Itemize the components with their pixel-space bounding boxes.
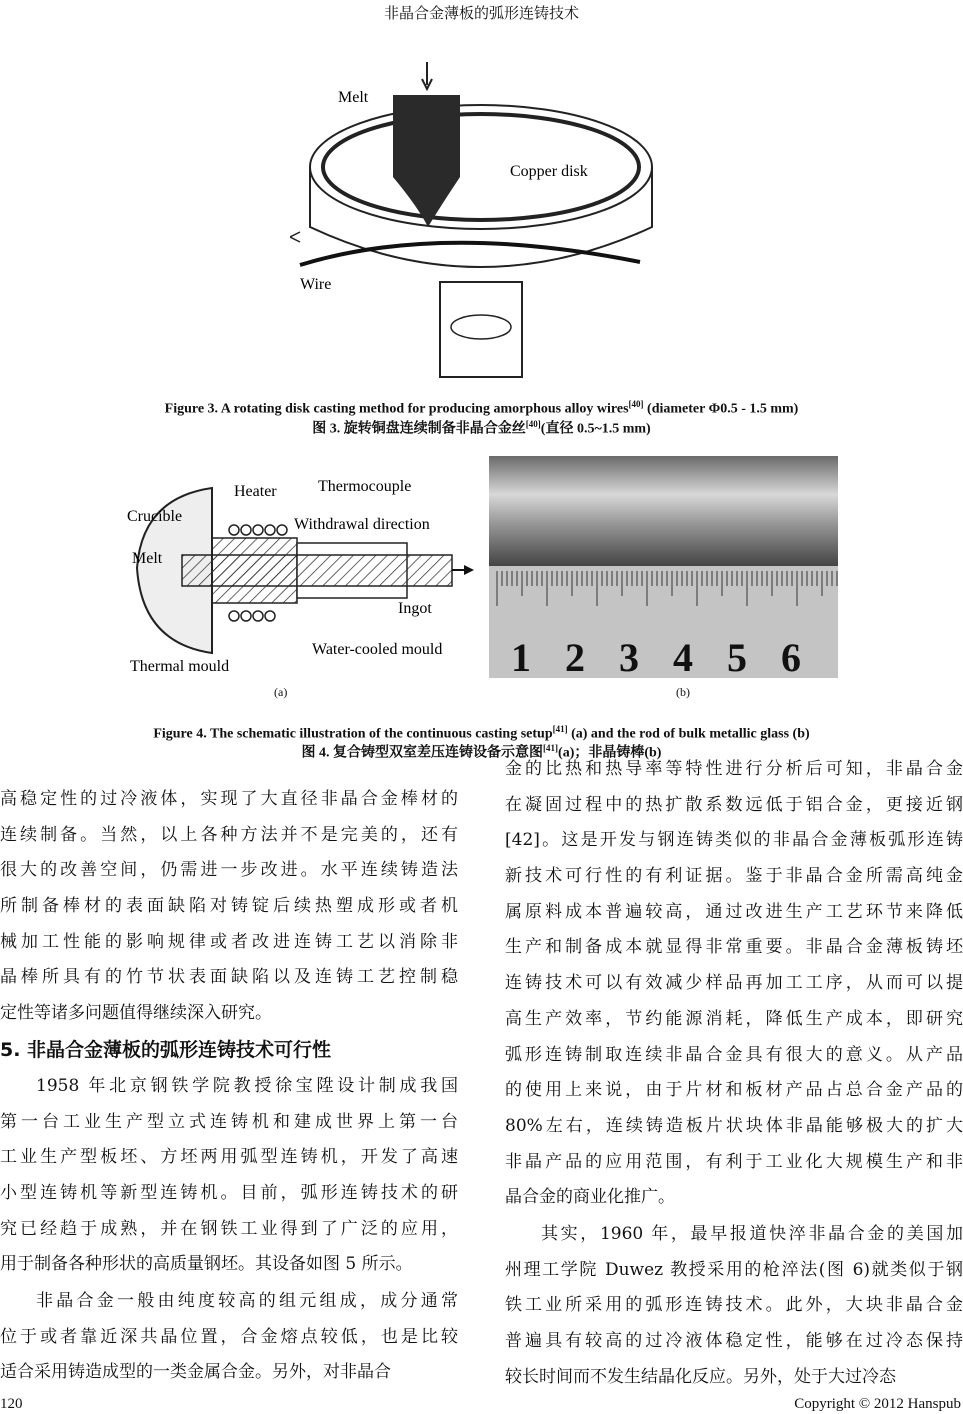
label-water-cooled-mould: Water-cooled mould xyxy=(312,641,443,658)
text-line: 在凝固过程中的热扩散系数远低于铝合金，更接近钢 xyxy=(505,794,963,815)
left-column-para3 xyxy=(0,1284,458,1391)
text-line: 80%左右，连续铸造板片状块体非晶能够极大的扩大 xyxy=(505,1115,963,1136)
text-line: 1958 年北京钢铁学院教授徐宝陞设计制成我国 xyxy=(36,1076,458,1096)
label-withdrawal-direction: Withdrawal direction xyxy=(294,516,430,533)
text-line: 晶棒所具有的竹节状表面缺陷以及连铸工艺控制稳 xyxy=(0,967,458,988)
figure4-subcaption-b: (b) xyxy=(676,685,690,699)
text-line: 高稳定性的过冷液体，实现了大直径非晶合金棒材的 xyxy=(0,789,458,809)
ruler-number: 5 xyxy=(727,635,747,678)
figure3-caption-en: Figure 3. A rotating disk casting method for producing amorphous alloy wires[40] (diameter Φ0.5 - 1.5 mm) xyxy=(164,399,799,417)
ruler-number: 1 xyxy=(511,635,531,678)
ruler-number: 3 xyxy=(619,635,639,678)
label-copper-disk: Copper disk xyxy=(510,163,588,180)
text-line: 弧形连铸制取连续非晶合金具有很大的意义。从产品 xyxy=(505,1044,963,1065)
figure3-rotating-disk-diagram xyxy=(290,57,672,385)
label-crucible: Crucible xyxy=(127,508,183,525)
ruler-number: 2 xyxy=(565,635,585,678)
text-line: 较长时间而不发生结晶化反应。另外，处于大过冷态 xyxy=(505,1366,896,1387)
text-line: 普遍具有较高的过冷液体稳定性，能够在过冷态保持 xyxy=(505,1331,963,1352)
left-column-para1 xyxy=(0,782,458,1032)
section-heading: 5. 非晶合金薄板的弧形连铸技术可行性 xyxy=(0,1039,332,1061)
label-ingot: Ingot xyxy=(398,600,432,617)
ruler-number: 6 xyxy=(781,635,801,678)
figure3-caption-zh: 图 3. 旋转铜盘连续制备非晶合金丝[40](直径 0.5~1.5 mm) xyxy=(312,419,651,437)
text-line: 铁工业所采用的弧形连铸技术。此外，大块非晶合金 xyxy=(505,1295,963,1316)
label-heater: Heater xyxy=(234,483,277,500)
label-wire: Wire xyxy=(300,276,332,293)
text-line: 所制备棒材的表面缺陷对铸锭后续热塑成形或者机 xyxy=(0,896,458,917)
figure4-subcaption-a: (a) xyxy=(274,685,288,699)
copyright: Copyright © 2012 Hanspub xyxy=(794,1396,961,1412)
text-line: 属原料成本普遍较高，通过改进生产工艺环节来降低 xyxy=(505,901,963,922)
text-line: 第一台工业生产型立式连铸机和建成世界上第一台 xyxy=(0,1111,458,1132)
label-thermocouple: Thermocouple xyxy=(318,478,412,495)
text-line: 位于或者靠近深共晶位置，合金熔点较低，也是比较 xyxy=(0,1326,458,1347)
figure4b-metallic-glass-rod-photo xyxy=(489,456,838,678)
text-line: 适合采用铸造成型的一类金属合金。另外，对非晶合 xyxy=(0,1362,391,1383)
text-line: 工业生产型板坯、方坯两用弧型连铸机，开发了高速 xyxy=(0,1147,458,1168)
text-line: 晶合金的商业化推广。 xyxy=(505,1187,675,1208)
text-line: 生产和制备成本就显得非常重要。非晶合金薄板铸坯 xyxy=(505,937,963,958)
right-column-para2 xyxy=(505,1217,963,1395)
text-line: 的使用上来说，由于片材和板材产品占总合金产品的 xyxy=(505,1080,963,1101)
text-line: 连续制备。当然，以上各种方法并不是完美的，还有 xyxy=(0,824,458,845)
text-line: 非晶合金一般由纯度较高的组元组成，成分通常 xyxy=(36,1291,458,1311)
left-column-para2 xyxy=(0,1069,458,1283)
right-column-para1 xyxy=(505,752,963,1216)
text-line: 究已经趋于成熟，并在钢铁工业得到了广泛的应用， xyxy=(0,1218,458,1239)
text-line: 定性等诸多问题值得继续深入研究。 xyxy=(0,1003,272,1024)
label-melt: Melt xyxy=(338,89,369,106)
label-melt: Melt xyxy=(132,550,163,567)
text-line: 连铸技术可以有效减少样品再加工工序，从而可以提 xyxy=(505,973,963,994)
text-line: 非晶产品的应用范围，有利于工业化大规模生产和非 xyxy=(505,1151,963,1172)
page-number: 120 xyxy=(0,1396,23,1412)
running-header: 非晶合金薄板的弧形连铸技术 xyxy=(383,4,579,22)
text-line: [42]。这是开发与钢连铸类似的非晶合金薄板弧形连铸 xyxy=(505,830,963,851)
label-thermal-mould: Thermal mould xyxy=(130,658,230,675)
ruler-number: 4 xyxy=(673,635,693,678)
text-line: 小型连铸机等新型连铸机。目前，弧形连铸技术的研 xyxy=(0,1183,458,1204)
text-line: 金的比热和热导率等特性进行分析后可知，非晶合金 xyxy=(505,759,963,779)
text-line: 新技术可行性的有利证据。鉴于非晶合金所需高纯金 xyxy=(505,866,963,887)
text-line: 用于制备各种形状的高质量钢坯。其设备如图 5 所示。 xyxy=(0,1254,413,1275)
figure4-caption-en: Figure 4. The schematic illustration of the continuous casting setup[41] (a) and the rod of bulk metallic glass (b) xyxy=(153,724,810,742)
text-line: 州理工学院 Duwez 教授采用的枪淬法(图 6)就类似于钢 xyxy=(505,1259,963,1280)
text-line: 其实，1960 年，最早报道快淬非晶合金的美国加 xyxy=(541,1224,963,1244)
text-line: 高生产效率，节约能源消耗，降低生产成本，即研究 xyxy=(505,1008,963,1029)
text-line: 械加工性能的影响规律或者改进连铸工艺以消除非 xyxy=(0,931,458,952)
figure4-caption-zh: 图 4. 复合铸型双室差压连铸设备示意图[41](a)；非晶铸棒(b) xyxy=(301,743,662,761)
figure4a-casting-setup-diagram xyxy=(122,458,487,678)
text-line: 很大的改善空间，仍需进一步改进。水平连续铸造法 xyxy=(0,860,458,881)
